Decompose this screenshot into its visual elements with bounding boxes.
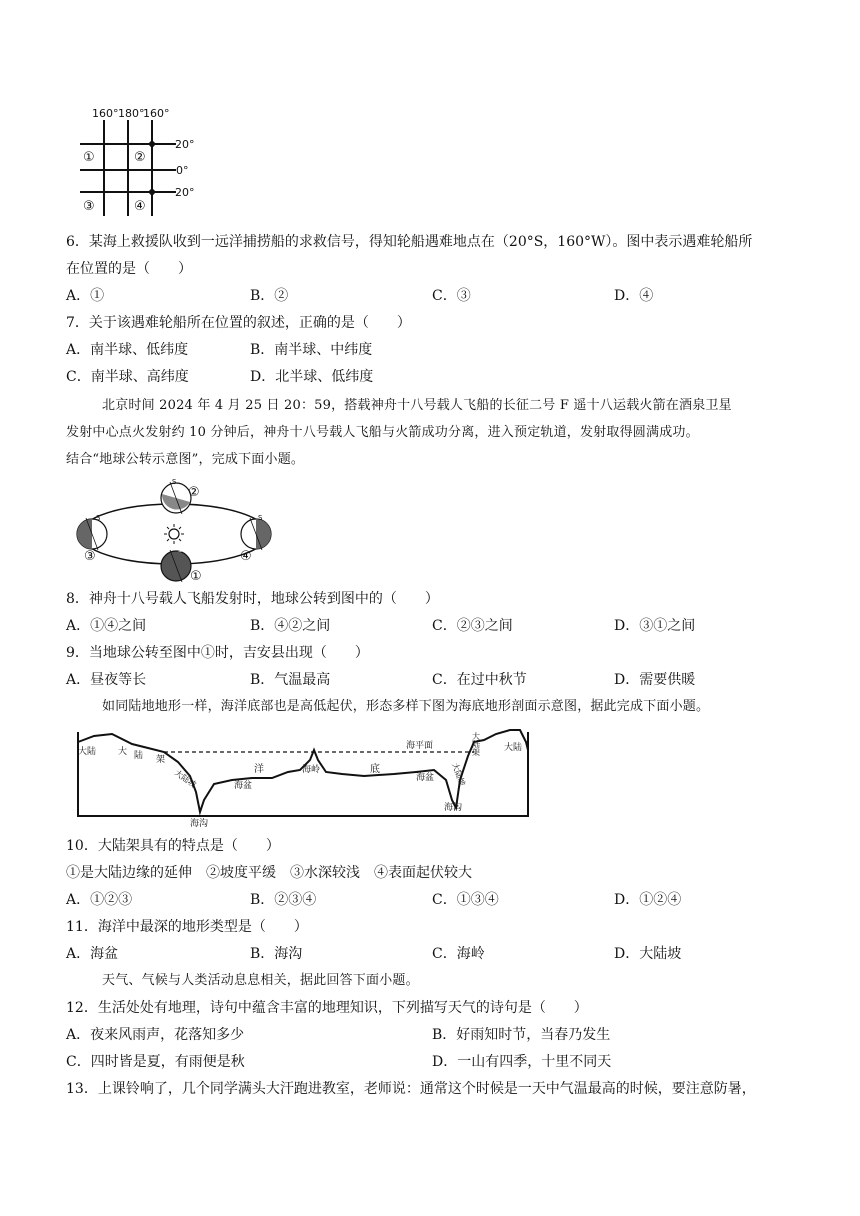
q8-option-c[interactable]: C．②③之间 bbox=[432, 618, 513, 634]
label-trench-right: 海沟 bbox=[444, 803, 463, 813]
label-slope-left: 大陆坡 bbox=[172, 768, 198, 790]
label-ocean-1: 洋 bbox=[254, 764, 264, 775]
q13-stem: 13．上课铃响了，几个同学满头大汗跑进教室，老师说：通常这个时候是一天中气温最高的时候，要注意防暑， bbox=[66, 1081, 756, 1097]
q9-stem: 9．当地球公转至图中①时，吉安县出现（ ） bbox=[66, 645, 369, 661]
passage2-line1: 如同陆地地形一样，海洋底部也是高低起伏，形态多样下图为海底地形剖面示意图，据此完成下面小题。 bbox=[102, 699, 710, 714]
grid-top-label-2: 180° bbox=[118, 107, 145, 120]
grid-right-label-2: 0° bbox=[176, 164, 189, 177]
sun-icon bbox=[164, 524, 184, 544]
q9-option-d[interactable]: D．需要供暖 bbox=[614, 672, 696, 688]
q6-option-d[interactable]: D．④ bbox=[614, 288, 654, 304]
q6-stem-line1: 6．某海上救援队收到一远洋捕捞船的求救信号，得知轮船遇难地点在（20°S，160°W）。图中表示遇难轮船所 bbox=[66, 234, 753, 250]
ocean-floor-profile-figure bbox=[74, 720, 534, 828]
grid-right-label-3: 20° bbox=[175, 186, 195, 199]
label-continent-right: 大陆 bbox=[504, 743, 523, 753]
q12-option-c[interactable]: C．四时皆是夏，有雨便是秋 bbox=[66, 1054, 245, 1070]
label-ocean-2: 底 bbox=[370, 764, 380, 775]
q8-stem: 8．神舟十八号载人飞船发射时，地球公转到图中的（ ） bbox=[66, 591, 439, 607]
q8-option-b[interactable]: B．④②之间 bbox=[250, 618, 331, 634]
q11-option-d[interactable]: D．大陆坡 bbox=[614, 946, 682, 962]
q10-option-a[interactable]: A．①②③ bbox=[66, 892, 133, 908]
q9-option-a[interactable]: A．昼夜等长 bbox=[66, 672, 147, 688]
q6-stem-line2: 在位置的是（ ） bbox=[66, 261, 192, 277]
q7-stem: 7．关于该遇难轮船所在位置的叙述，正确的是（ ） bbox=[66, 315, 411, 331]
q12-option-d[interactable]: D．一山有四季，十里不同天 bbox=[432, 1054, 612, 1070]
q9-option-c[interactable]: C．在过中秋节 bbox=[432, 672, 527, 688]
orbit-marker-4: ④ bbox=[240, 549, 252, 564]
q8-option-d[interactable]: D．③①之间 bbox=[614, 618, 696, 634]
passage1-line1: 北京时间 2024 年 4 月 25 日 20：59，搭载神舟十八号载人飞船的长征二号 F 遥十八运载火箭在酒泉卫星 bbox=[102, 398, 732, 413]
label-shelf-left-2: 陆 bbox=[134, 751, 144, 761]
grid-marker-3: ③ bbox=[83, 199, 95, 214]
orbit-pole-label-left: S bbox=[96, 514, 101, 522]
q10-stem: 10．大陆架具有的特点是（ ） bbox=[66, 838, 280, 854]
orbit-marker-2: ② bbox=[188, 485, 200, 500]
q9-option-b[interactable]: B．气温最高 bbox=[250, 672, 331, 688]
q7-option-a[interactable]: A．南半球、低纬度 bbox=[66, 342, 189, 358]
q11-option-c[interactable]: C．海岭 bbox=[432, 946, 485, 962]
label-shelf-right: 大陆架 bbox=[471, 732, 481, 756]
q7-option-b[interactable]: B．南半球、中纬度 bbox=[250, 342, 373, 358]
q12-stem: 12．生活处处有地理，诗句中蕴含丰富的地理知识，下列描写天气的诗句是（ ） bbox=[66, 1000, 588, 1016]
q10-option-d[interactable]: D．①②④ bbox=[614, 892, 682, 908]
q6-option-b[interactable]: B．② bbox=[250, 288, 289, 304]
q12-option-a[interactable]: A．夜来风雨声，花落知多少 bbox=[66, 1027, 245, 1043]
earth-revolution-figure bbox=[70, 476, 280, 586]
q7-option-c[interactable]: C．南半球、高纬度 bbox=[66, 369, 189, 385]
orbit-pole-label-bottom: S bbox=[178, 546, 183, 554]
q6-option-a[interactable]: A．① bbox=[66, 288, 105, 304]
label-trench-left: 海沟 bbox=[190, 819, 209, 828]
grid-right-label-1: 20° bbox=[175, 138, 195, 151]
earth-position-3 bbox=[77, 518, 107, 550]
label-shelf-left-1: 大 bbox=[118, 747, 128, 757]
passage1-line3: 结合“地球公转示意图”，完成下面小题。 bbox=[66, 452, 305, 467]
label-ridge: 海岭 bbox=[302, 765, 321, 775]
q10-statements: ①是大陆边缘的延伸 ②坡度平缓 ③水深较浅 ④表面起伏较大 bbox=[66, 865, 472, 881]
grid-top-label-1: 160° bbox=[92, 107, 119, 120]
grid-marker-1: ① bbox=[83, 150, 95, 165]
passage1-line2: 发射中心点火发射约 10 分钟后，神舟十八号载人飞船与火箭成功分离，进入预定轨道，发射取得圆满成功。 bbox=[66, 425, 699, 440]
label-basin-right: 海盆 bbox=[416, 773, 435, 783]
q11-option-a[interactable]: A．海盆 bbox=[66, 946, 119, 962]
orbit-marker-3: ③ bbox=[84, 549, 96, 564]
earth-position-4 bbox=[241, 518, 271, 550]
latlong-grid-figure bbox=[72, 104, 232, 220]
grid-marker-4: ④ bbox=[134, 199, 146, 214]
q7-option-d[interactable]: D．北半球、低纬度 bbox=[250, 369, 374, 385]
q10-option-c[interactable]: C．①③④ bbox=[432, 892, 499, 908]
earth-position-2 bbox=[161, 482, 191, 514]
grid-marker-2: ② bbox=[134, 150, 146, 165]
q6-option-c[interactable]: C．③ bbox=[432, 288, 471, 304]
orbit-pole-label-right: S bbox=[258, 514, 263, 522]
q11-option-b[interactable]: B．海沟 bbox=[250, 946, 303, 962]
orbit-pole-label-top: S bbox=[172, 478, 177, 486]
q12-option-b[interactable]: B．好雨知时节，当春乃发生 bbox=[432, 1027, 611, 1043]
label-shelf-left-3: 架 bbox=[156, 755, 166, 765]
q8-option-a[interactable]: A．①④之间 bbox=[66, 618, 147, 634]
q10-option-b[interactable]: B．②③④ bbox=[250, 892, 317, 908]
label-sea-level: 海平面 bbox=[406, 741, 434, 751]
label-slope-right: 大陆坡 bbox=[450, 761, 467, 788]
q11-stem: 11．海洋中最深的地形类型是（ ） bbox=[66, 919, 308, 935]
orbit-marker-1: ① bbox=[190, 569, 202, 584]
label-basin-left: 海盆 bbox=[234, 781, 253, 791]
grid-top-label-3: 160° bbox=[143, 107, 170, 120]
label-continent-left: 大陆 bbox=[78, 747, 97, 757]
earth-position-1 bbox=[161, 550, 191, 582]
passage3-line1: 天气、气候与人类活动息息相关，据此回答下面小题。 bbox=[102, 973, 419, 988]
